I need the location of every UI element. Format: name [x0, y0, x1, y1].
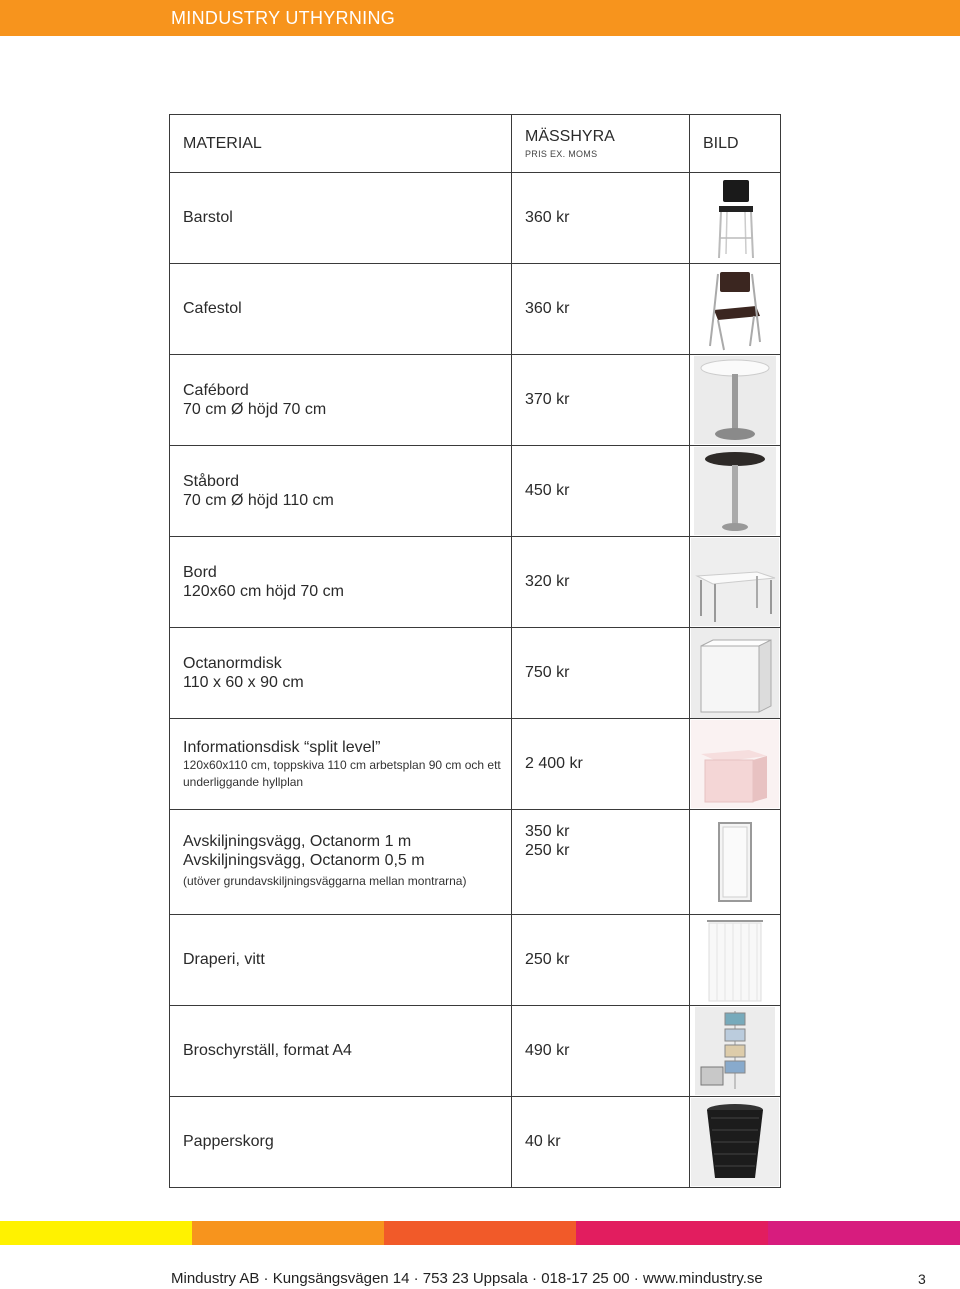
header-price-note: PRIS EX. MOMS: [525, 149, 598, 159]
header-price: [512, 115, 690, 173]
item-name: Informationsdisk “split level”: [183, 738, 381, 756]
item-name: Octanormdisk: [183, 655, 282, 672]
item-price: 490 kr: [512, 1006, 690, 1097]
item-name: Draperi, vitt: [170, 915, 512, 1006]
footer-contact: Mindustry AB · Kungsängsvägen 14 · 753 23 Uppsala · 018-17 25 00 · www.mindustry.se: [171, 1270, 763, 1287]
item-price: 370 kr: [512, 355, 690, 446]
table-icon: [690, 537, 781, 628]
table-row: [170, 446, 781, 537]
table-row: [170, 173, 781, 264]
item-detail: 70 cm Ø höjd 110 cm: [183, 492, 334, 509]
item-name-cell: [170, 628, 512, 719]
item-name-secondary: Avskiljningsvägg, Octanorm 0,5 m: [183, 851, 425, 869]
item-name-cell: [170, 355, 512, 446]
table-row: [170, 1006, 781, 1097]
cafe-table-icon: [690, 355, 781, 446]
table-row: [170, 628, 781, 719]
header-price-label: MÄSSHYRA: [525, 128, 615, 145]
item-note: (utöver grundavskiljningsväggarna mellan montrarna): [183, 873, 467, 888]
table-row: [170, 537, 781, 628]
header-image: BILD: [690, 115, 781, 173]
info-desk-icon: [690, 719, 781, 810]
item-price: 360 kr: [512, 173, 690, 264]
item-price-cell: [512, 810, 690, 915]
table-row: [170, 264, 781, 355]
cafe-chair-icon: [690, 264, 781, 355]
table-row: [170, 915, 781, 1006]
standing-table-icon: [690, 446, 781, 537]
item-price: 350 kr: [525, 823, 570, 840]
brochure-stand-icon: [690, 1006, 781, 1097]
item-name: Bord: [183, 564, 217, 581]
table-header-row: [170, 115, 781, 173]
table-row: [170, 1097, 781, 1188]
item-name: Cafestol: [170, 264, 512, 355]
item-price: 40 kr: [512, 1097, 690, 1188]
item-name: Avskiljningsvägg, Octanorm 1 m: [183, 832, 412, 850]
item-price: 250 kr: [512, 915, 690, 1006]
item-name: Barstol: [170, 173, 512, 264]
item-detail: 70 cm Ø höjd 70 cm: [183, 401, 327, 418]
item-price: 450 kr: [512, 446, 690, 537]
curtain-icon: [690, 915, 781, 1006]
table-row: [170, 355, 781, 446]
item-name: Cafébord: [183, 382, 249, 399]
item-name: Papperskorg: [170, 1097, 512, 1188]
item-name-cell: [170, 719, 512, 810]
bar-stool-icon: [690, 173, 781, 264]
item-price: 750 kr: [512, 628, 690, 719]
item-price: 360 kr: [512, 264, 690, 355]
table-row: [170, 719, 781, 810]
partition-wall-icon: [690, 810, 781, 915]
table-row: [170, 810, 781, 915]
item-note: 120x60x110 cm, toppskiva 110 cm arbetsplan 90 cm och ett underliggande hyllplan: [183, 757, 501, 789]
counter-icon: [690, 628, 781, 719]
item-detail: 120x60 cm höjd 70 cm: [183, 583, 344, 600]
header-bar: [0, 0, 960, 36]
item-name-cell: [170, 537, 512, 628]
item-name: Ståbord: [183, 473, 240, 490]
footer-color-stripe: [0, 1221, 960, 1245]
item-name-cell: [170, 810, 512, 915]
page-number: 3: [918, 1271, 926, 1287]
item-name-cell: [170, 446, 512, 537]
wastebasket-icon: [690, 1097, 781, 1188]
item-detail: 110 x 60 x 90 cm: [183, 674, 304, 691]
header-title: MINDUSTRY UTHYRNING: [171, 8, 396, 28]
item-price: 2 400 kr: [512, 719, 690, 810]
item-name: Broschyrställ, format A4: [170, 1006, 512, 1097]
header-material: MATERIAL: [170, 115, 512, 173]
item-price-secondary: 250 kr: [525, 842, 570, 859]
price-table: [169, 114, 781, 1188]
item-price: 320 kr: [512, 537, 690, 628]
